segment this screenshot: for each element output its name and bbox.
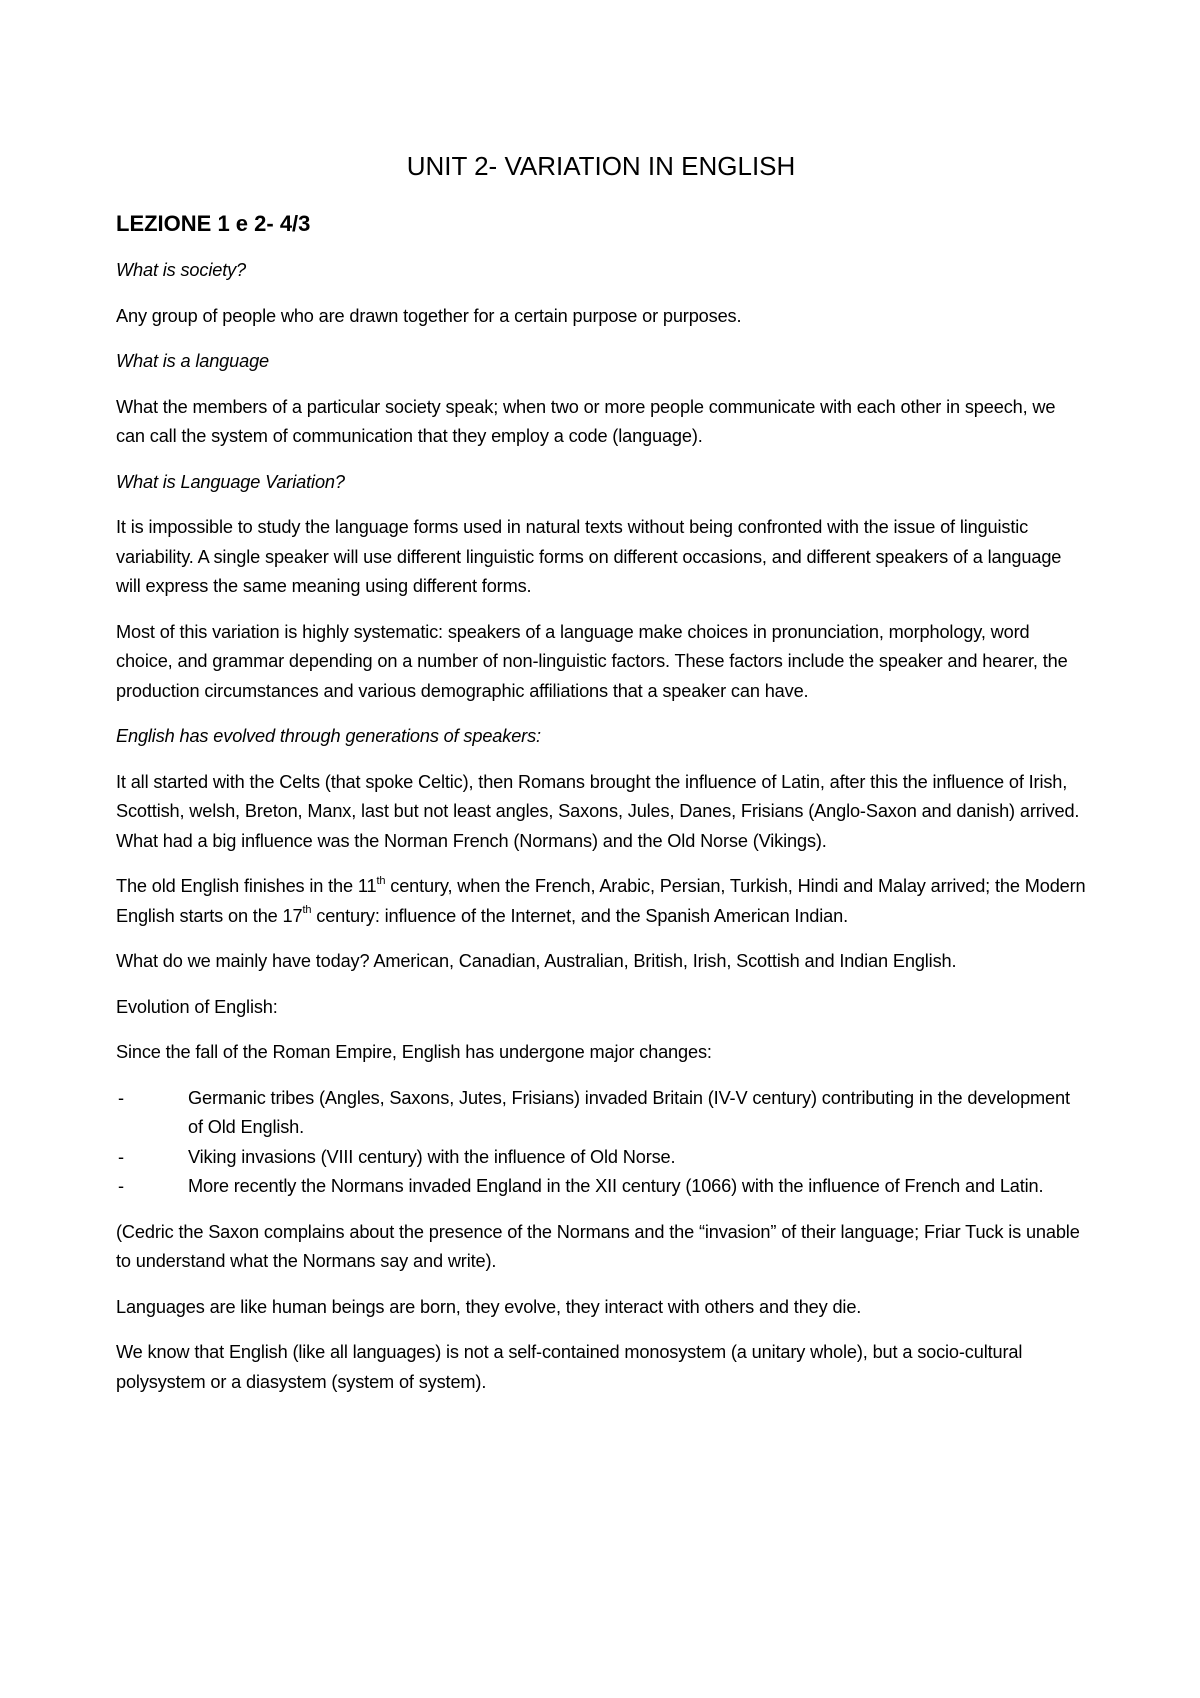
old-english-text-3: century: influence of the Internet, and the Spanish American Indian. (311, 905, 848, 926)
paragraph-today: What do we mainly have today? American, Canadian, Australian, British, Irish, Scottish and Indian English. (116, 951, 957, 971)
answer-language: What the members of a particular society speak; when two or more people communicate with each other in speech, we can call the system of communication that they employ a code (language). (116, 396, 1056, 446)
dash-bullet: - (118, 1146, 124, 1167)
dash-bullet: - (118, 1087, 124, 1108)
old-english-text-2: century, when the French, Arabic, Persian, Turkish, Hindi and Malay arrived; the Modern English starts on the 17 (116, 876, 1086, 926)
invasions-list (116, 1084, 1086, 1202)
heading-evolution-of-english: Evolution of English: (116, 996, 278, 1017)
paragraph-variability: It is impossible to study the language forms used in natural texts without being confronted with the issue of linguistic variability. A single speaker will use different linguistic forms on different occasions, and different speakers of a language will express the same meaning using different forms. (116, 517, 1062, 596)
list-item-text: Viking invasions (VIII century) with the influence of Old Norse. (188, 1146, 676, 1167)
list-item (116, 1143, 1086, 1173)
list-item (116, 1172, 1086, 1202)
answer-society: Any group of people who are drawn together for a certain purpose or purposes. (116, 305, 742, 326)
dash-bullet: - (118, 1176, 124, 1196)
question-language: What is a language (116, 351, 270, 371)
ordinal-suffix-17th: th (302, 904, 312, 917)
question-language-variation: What is Language Variation? (116, 471, 345, 492)
list-item-text: More recently the Normans invaded England in the XII century (1066) with the influence of French and Latin. (188, 1176, 1044, 1196)
paragraph-languages-human-beings: Languages are like human beings are born, they evolve, they interact with others and they die. (116, 1296, 862, 1317)
old-english-text-1: The old English finishes in the 11 (116, 876, 377, 896)
paragraph-roman-empire: Since the fall of the Roman Empire, English has undergone major changes: (116, 1042, 712, 1062)
paragraph-systematic-variation: Most of this variation is highly systematic: speakers of a language make choices in pronunciation, morphology, word choice, and grammar depending on a number of non-linguistic factors. These factors include the speaker and hearer, the production circumstances and various demographic affiliations that a speaker can have. (116, 621, 1068, 701)
paragraph-celts: It all started with the Celts (that spoke Celtic), then Romans brought the influence of Latin, after this the influence of Irish, Scottish, welsh, Breton, Manx, last but not least angles, Saxons, Jules, Danes, Frisians (Anglo-Saxon and danish) arrived. What had a big influence was the Norman French (Normans) and the Old Norse (Vikings). (116, 771, 1080, 851)
document-page (116, 150, 1086, 1413)
paragraph-cedric: (Cedric the Saxon complains about the presence of the Normans and the “invasion” of their language; Friar Tuck is unable to understand what the Normans say and write). (116, 1221, 1080, 1271)
document-title: UNIT 2- VARIATION IN ENGLISH (406, 151, 796, 181)
ordinal-suffix-11th: th (376, 874, 386, 887)
lesson-heading: LEZIONE 1 e 2- 4/3 (116, 211, 311, 236)
question-society: What is society? (116, 260, 247, 280)
list-item-text: Germanic tribes (Angles, Saxons, Jutes, Frisians) invaded Britain (IV-V century) contributing in the development of Old English. (188, 1087, 1070, 1137)
paragraph-old-english (116, 872, 1086, 931)
question-evolution-speakers: English has evolved through generations of speakers: (116, 726, 541, 746)
list-item (116, 1084, 1086, 1143)
paragraph-polysystem: We know that English (like all languages) is not a self-contained monosystem (a unitary whole), but a socio-cultural polysystem or a diasystem (system of system). (116, 1342, 1023, 1392)
